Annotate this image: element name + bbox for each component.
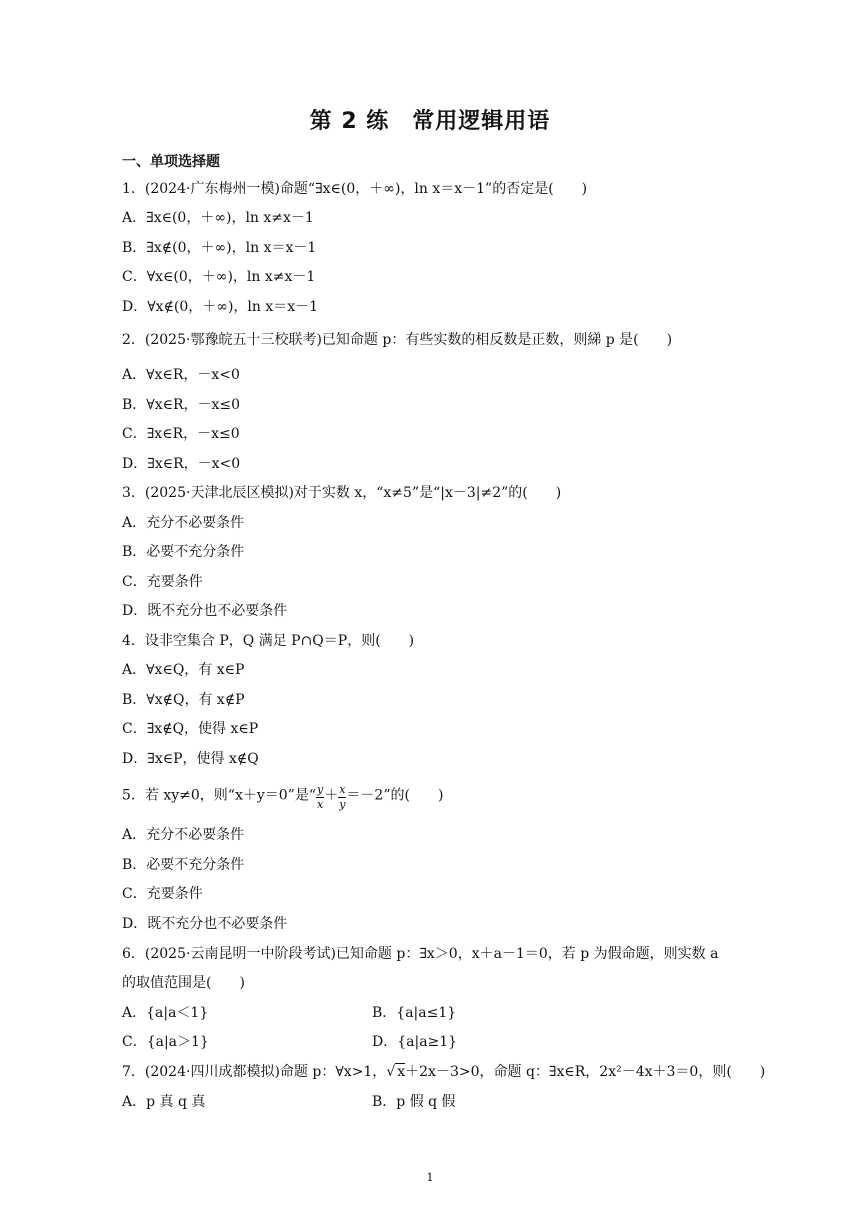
fraction-x-over-y: $\frac{x}{y}$ bbox=[339, 783, 346, 811]
question-5-option-b: B．必要不充分条件 bbox=[122, 857, 245, 873]
question-6-option-b: B．{a|a≤1} bbox=[372, 1005, 457, 1021]
question-3-stem: 3．(2025·天津北辰区模拟)对于实数 x，“x≠5”是“|x－3|≠2”的( ) bbox=[122, 485, 562, 501]
question-6-option-c: C．{a|a＞1} bbox=[122, 1034, 209, 1050]
question-3-option-c: C．充要条件 bbox=[122, 574, 203, 590]
question-5-stem-end: ＝－2”的( ) bbox=[346, 787, 444, 804]
question-5-option-a: A．充分不必要条件 bbox=[122, 827, 245, 843]
question-2-option-b: B．∀x∈R，－x≤0 bbox=[122, 397, 241, 413]
question-1-option-d: D．∀x∉(0，＋∞)，ln x＝x－1 bbox=[122, 299, 319, 315]
square-root: √ x bbox=[386, 1064, 406, 1080]
question-5-option-c: C．充要条件 bbox=[122, 886, 203, 902]
question-2-option-a: A．∀x∈R，－x<0 bbox=[122, 367, 240, 383]
question-5-option-d: D．既不充分也不必要条件 bbox=[122, 916, 288, 932]
question-1-option-b: B．∃x∉(0，＋∞)，ln x＝x－1 bbox=[122, 240, 317, 256]
question-7-option-b: B．p 假 q 假 bbox=[372, 1094, 456, 1110]
radical-sign-icon: √ bbox=[386, 1064, 396, 1080]
question-7-stem-end: ＋2x－3>0，命题 q：∃x∈R，2x²－4x＋3＝0，则( ) bbox=[405, 1064, 766, 1080]
question-7-stem bbox=[122, 1063, 765, 1081]
page-title: 第 2 练 常用逻辑用语 bbox=[309, 109, 551, 134]
question-1-stem: 1．(2024·广东梅州一模)命题“∃x∈(0，＋∞)，ln x＝x－1”的否定是( ) bbox=[122, 181, 588, 197]
page-number: 1 bbox=[426, 1171, 434, 1184]
question-6-stem-line1: 6．(2025·云南昆明一中阶段考试)已知命题 p：∃x＞0，x＋a－1＝0，若 p 为假命题，则实数 a bbox=[122, 946, 719, 962]
question-1-option-c: C．∀x∈(0，＋∞)，ln x≠x－1 bbox=[122, 269, 316, 285]
question-6-option-d: D．{a|a≥1} bbox=[372, 1034, 458, 1050]
section-heading: 一、单项选择题 bbox=[122, 154, 220, 170]
question-4-option-d: D．∃x∈P，使得 x∉Q bbox=[122, 751, 259, 767]
question-4-option-a: A．∀x∈Q，有 x∈P bbox=[122, 662, 245, 678]
question-3-option-a: A．充分不必要条件 bbox=[122, 515, 245, 531]
question-6-option-a: A．{a|a＜1} bbox=[122, 1005, 209, 1021]
question-3-option-d: D．既不充分也不必要条件 bbox=[122, 603, 288, 619]
question-2-stem: 2．(2025·鄂豫皖五十三校联考)已知命题 p：有些实数的相反数是正数，则綈 p 是( ) bbox=[122, 332, 673, 348]
question-4-stem: 4．设非空集合 P，Q 满足 P∩Q＝P，则( ) bbox=[122, 633, 415, 649]
question-4-option-c: C．∃x∉Q，使得 x∈P bbox=[122, 721, 259, 737]
question-2-option-c: C．∃x∈R，－x≤0 bbox=[122, 426, 240, 442]
fraction-y-over-x: $\frac{y}{x}$ bbox=[316, 783, 324, 811]
question-6-stem-line2: 的取值范围是( ) bbox=[122, 975, 245, 991]
question-7-option-a: A．p 真 q 真 bbox=[122, 1094, 206, 1110]
question-4-option-b: B．∀x∉Q，有 x∉P bbox=[122, 692, 245, 708]
question-7-stem-start: 7．(2024·四川成都模拟)命题 p：∀x>1， bbox=[122, 1064, 387, 1080]
question-5-stem-start: 5．若 xy≠0，则“x＋y＝0”是“ bbox=[122, 787, 316, 804]
question-1-option-a: A．∃x∈(0，＋∞)，ln x≠x－1 bbox=[122, 210, 314, 226]
question-2-option-d: D．∃x∈R，－x<0 bbox=[122, 456, 241, 472]
question-3-option-b: B．必要不充分条件 bbox=[122, 544, 245, 560]
question-5-stem: 5．若 xy≠0，则“x＋y＝0”是“ $\frac{y}{x}$ ＋ $\frac{x}{y}$ ＝－2”的( ) bbox=[122, 783, 444, 811]
